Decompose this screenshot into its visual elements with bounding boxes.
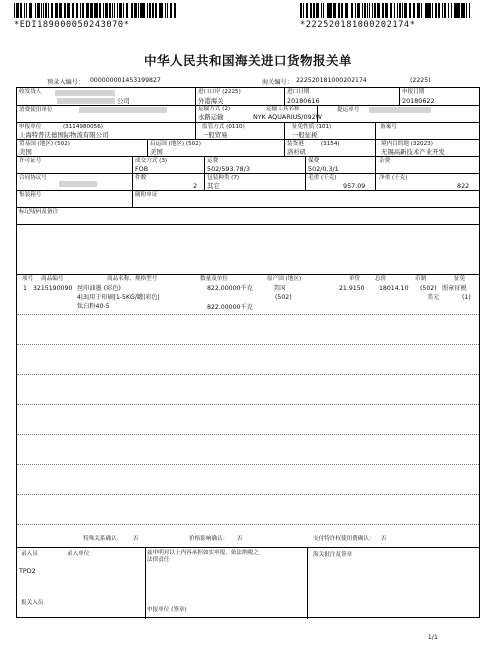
origin-country-value: 美国 — [150, 148, 163, 156]
container-label: 集装箱号 — [19, 192, 42, 198]
net-weight-label: 净重 (千克) — [379, 175, 408, 181]
transport-label: 运输方式 (2) — [198, 106, 231, 112]
misc-label: 杂费 — [379, 158, 391, 164]
levy-nature-label: 征免性质 (101) — [292, 124, 332, 130]
goods-item-qty-2: 822.00000千克 — [207, 304, 253, 311]
price-effect-value: 否 — [237, 536, 243, 542]
deal-label: 成交方式 (3) — [135, 158, 168, 164]
goods-item-code: 3215190090 — [33, 285, 73, 292]
origin-country-label: 启运国 (地区) (502) — [150, 141, 201, 147]
supervision-value: 一般贸易 — [202, 131, 228, 139]
barcode-left — [14, 3, 177, 18]
import-date-value: 20180616 — [287, 97, 320, 105]
consumer-label: 消费使用单位 — [19, 107, 53, 113]
levy-nature-value: 一般征税 — [292, 131, 318, 139]
consignee-label: 收发货人 — [19, 89, 42, 95]
bill-redacted — [369, 107, 431, 113]
consignee-value: 公司 — [117, 97, 130, 105]
goods-item-origin-2: (502) — [275, 294, 292, 301]
pieces-value: 2 — [193, 182, 198, 190]
contract-label: 合同协议号 — [19, 175, 47, 181]
customs-no-label: 海关编号： — [262, 79, 293, 86]
goods-header-code: 商品编号 — [41, 276, 64, 282]
documents-label: 随附单证 — [135, 192, 158, 198]
record-label: 备案号 — [380, 124, 397, 130]
port-value: 外港海关 — [198, 97, 224, 105]
goods-item-name-3: 钛白粉40-5 — [77, 303, 110, 310]
barcode-right-text: *222520181000202174* — [300, 20, 416, 30]
goods-header-total: 总价 — [375, 276, 387, 282]
contract-redacted — [59, 181, 97, 187]
marks-label: 标记唛码及备注 — [19, 209, 59, 215]
pre-entry-label: 预录入编号： — [47, 79, 85, 86]
bill-label: 提运单号 — [337, 107, 360, 113]
license-label: 许可证号 — [19, 158, 42, 164]
loading-port-code: (3154) — [321, 141, 340, 147]
goods-item-currency-2: 美元 — [427, 294, 440, 301]
page-title: 中华人民共和国海关进口货物报关单 — [143, 53, 352, 68]
insurance-value: 502/0.3/1 — [308, 165, 339, 173]
declare-date-value: 20180622 — [402, 97, 435, 105]
pre-entry-number: 000000001453199827 — [90, 77, 161, 84]
goods-item-name-1: 丝印油墨 (彩色) — [77, 285, 121, 292]
barcode-right — [300, 3, 472, 18]
customs-number: 222520181000202174 — [296, 77, 367, 84]
special-relation-label: 特殊关系确认： — [83, 536, 123, 542]
declarant-value: 上海特普沃德国际物流有限公司 — [19, 131, 109, 139]
consignee-redacted-2 — [57, 98, 115, 104]
goods-header-origin: 原产国 (地区) — [267, 276, 302, 282]
pieces-label: 件数 — [135, 175, 147, 181]
packing-label: 包装种类 (7) — [207, 175, 240, 181]
goods-item-price: 21.9150 — [339, 285, 365, 292]
gross-weight-value: 957.09 — [343, 182, 366, 190]
barcode-left-text: *EDI189000050243070* — [14, 20, 130, 30]
customs-code: (2225) — [410, 77, 431, 84]
goods-item-levy-2: (1) — [462, 294, 471, 301]
loading-port-value: 洛杉矶 — [287, 148, 307, 156]
goods-item-total: 18014.10 — [379, 285, 409, 292]
trade-country-label: 贸易国 (地区) (502) — [19, 141, 70, 147]
entry-unit-label: 录入单位 — [67, 551, 90, 557]
goods-item-levy-1: 照章征税 — [442, 285, 467, 292]
royalty-label: 支付特许权使用费确认： — [313, 536, 375, 542]
customs-approval-label: 海关批注及签章 — [313, 552, 353, 558]
declaration-statement-2: 法律责任 — [147, 557, 170, 563]
declarant-code: (3114980056) — [63, 124, 103, 130]
port-label: 进口口岸 (2225) — [198, 89, 241, 95]
destination-label: 境内目的地 (32023) — [381, 141, 433, 147]
gross-weight-label: 毛重 (千克) — [308, 175, 337, 181]
goods-item-qty-1: 822.00000千克 — [207, 285, 253, 292]
entry-person-label: 录入员 — [21, 551, 38, 557]
entry-person-value: TPD2 — [19, 567, 36, 575]
consumer-redacted — [79, 107, 167, 113]
declare-date-label: 申报日期 — [402, 89, 425, 95]
freight-value: 502/593.78/3 — [207, 165, 250, 173]
import-date-label: 进口日期 — [287, 89, 310, 95]
loading-port-label: 装货港 — [287, 141, 304, 147]
page-number: 1/1 — [427, 633, 438, 641]
goods-header-levy: 征免 — [454, 276, 466, 282]
declarant-unit-label: 申报单位 (签章) — [147, 607, 187, 613]
consignee-redacted — [55, 90, 115, 96]
royalty-value: 否 — [381, 536, 387, 542]
declaration-statement-1: 兹申明对以上内容承担如实申报、依法纳税之 — [147, 550, 259, 556]
vehicle-label: 运输工具名称 — [266, 106, 300, 112]
declarant-label: 申报单位 — [19, 124, 42, 130]
vehicle-value: NYK AQUARIUS/092W — [253, 113, 322, 121]
goods-header-qty: 数量及单位 — [200, 276, 228, 282]
declaration-form — [16, 87, 480, 618]
price-effect-label: 价格影响确认： — [189, 536, 229, 542]
goods-header-currency: 币制 — [415, 276, 427, 282]
supervision-label: 监管方式 (0110) — [202, 124, 245, 130]
goods-header-name: 商品名称、规格型号 — [107, 276, 158, 282]
goods-item-currency-1: (502) — [420, 285, 437, 292]
packing-value: 其它 — [207, 182, 220, 190]
goods-header-price: 单价 — [349, 276, 361, 282]
deal-value: FOB — [135, 165, 149, 173]
insurance-label: 保费 — [308, 158, 320, 164]
special-relation-value: 否 — [133, 536, 139, 542]
trade-country-value: 美国 — [19, 148, 32, 156]
goods-item-origin-1: 美国 — [273, 285, 286, 292]
goods-item-no: 1 — [23, 285, 27, 292]
declarant-person-label: 报关人员 — [21, 600, 44, 606]
freight-label: 运费 — [207, 158, 219, 164]
goods-item-name-2: 4|3|用于印刷|1-5KG/罐|彩色| — [77, 294, 160, 301]
destination-value: 无锡高新技术产业开发 — [381, 148, 445, 156]
transport-value: 水路运输 — [198, 113, 224, 121]
net-weight-value: 822 — [457, 182, 470, 190]
goods-header-item: 项号 — [22, 276, 34, 282]
